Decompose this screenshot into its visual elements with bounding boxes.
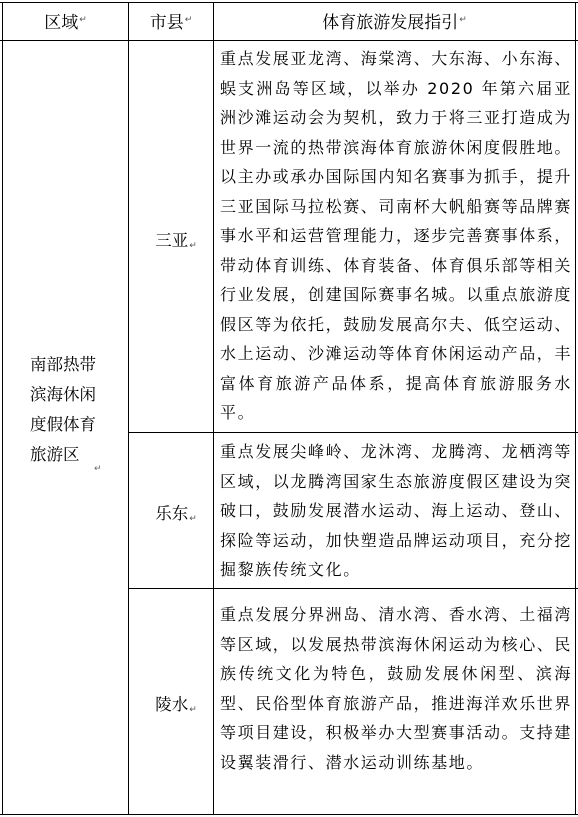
city-name: 陵水 (155, 695, 189, 714)
header-city-text: 市县 (149, 12, 184, 33)
region-cell (6, 345, 120, 475)
paragraph-mark: ↵ (184, 15, 193, 25)
city-ledong (140, 500, 212, 524)
guide-ledong: 重点发展尖峰岭、龙沐湾、龙腾湾、龙栖湾等区域，以龙腾湾国家生态旅游度假区建设为突破口，鼓励发展潜水运动、海上运动、登山、探险等运动，加快塑造品牌运动项目，充分挖掘黎族传统文化。 (220, 442, 573, 579)
city-name: 三亚 (155, 231, 189, 250)
header-bottom-border (0, 40, 578, 41)
header-guide-text: 体育旅游发展指引 (322, 12, 459, 33)
row-divider-sanya-ledong (128, 432, 578, 433)
guide-sanya: 重点发展亚龙湾、海棠湾、大东海、小东海、蜈支洲岛等区域，以举办 2020 年第六届亚洲沙滩运动会为契机，致力于将三亚打造成为世界一流的热带滨海体育旅游休闲度假胜地。以主办或承办国际国内知名赛事为抓手，提升三亚国际马拉松赛、司南杯大帆船赛等品牌赛事水平和运营管理能力，逐步完善赛事体系，带动体育训练、体育装备、体育俱乐部等相关行业发展，创建国际赛事名城。以重点旅游度假区等为依托，鼓励发展高尔夫、低空运动、水上运动、沙滩运动等体育休闲运动产品，丰富体育旅游产品体系，提高体育旅游服务水平。 (220, 49, 573, 422)
paragraph-mark: ↵ (189, 514, 197, 524)
paragraph-mark: ↵ (94, 464, 102, 474)
city-lingshui (140, 691, 212, 715)
city-name: 乐东 (155, 504, 189, 523)
header-region (3, 0, 128, 40)
header-guide (214, 0, 575, 40)
paragraph-mark: ↵ (459, 15, 467, 25)
guide-lingshui: 重点发展分界洲岛、清水湾、香水湾、土福湾等区域，以发展热带滨海休闲运动为核心、民族传统文化为特色，鼓励发展休闲型、滨海型、民俗型体育旅游产品，推进海洋欢乐世界等项目建设，积极举办大型赛事活动。支持建设翼装滑行、潜水运动训练基地。 (220, 605, 573, 772)
paragraph-mark: ↵ (79, 15, 87, 25)
paragraph-mark: ↵ (189, 705, 197, 715)
city-sanya (140, 227, 212, 251)
column-divider-city-guide (213, 2, 214, 815)
region-name: 南部热带 滨海休闲 度假体育 旅游区 (30, 355, 96, 464)
table-left-border (2, 2, 3, 815)
header-city (129, 0, 213, 40)
column-divider-region-city (128, 2, 129, 815)
paragraph-mark: ↵ (189, 241, 197, 251)
table-right-border (575, 2, 576, 815)
header-region-text: 区域 (44, 12, 79, 33)
row-divider-ledong-lingshui (128, 588, 578, 589)
table-bottom-border (0, 814, 578, 815)
